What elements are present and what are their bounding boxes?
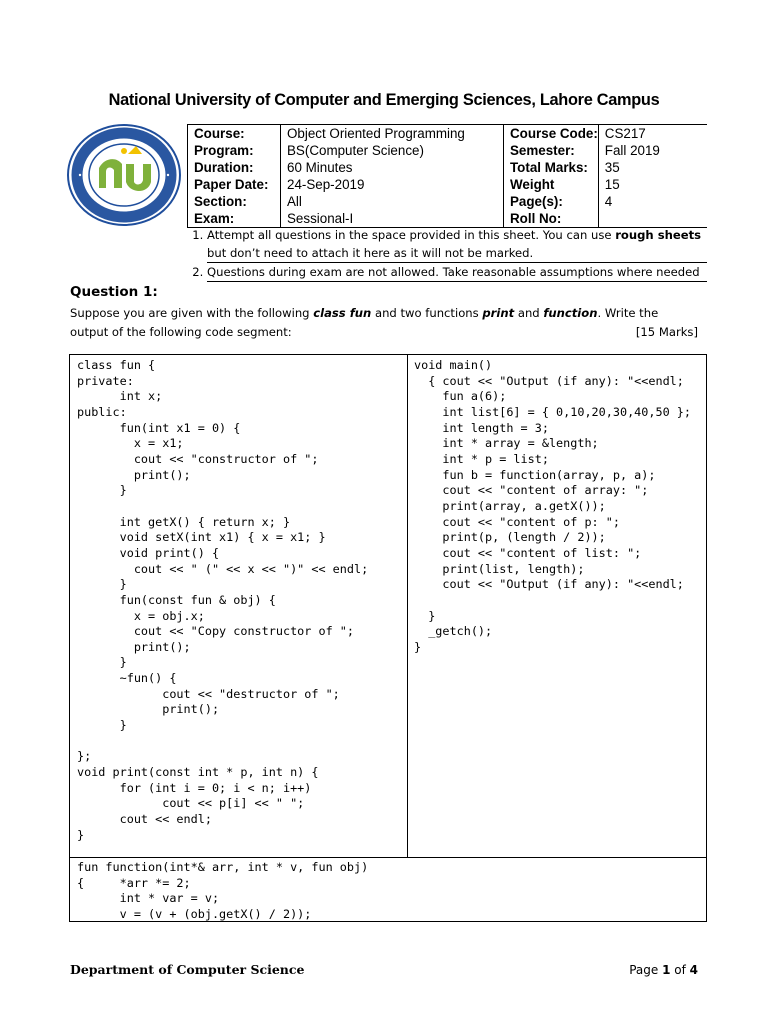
- instruction-item: 1. Attempt all questions in the space provided in this sheet. You can use rough sheets but don’t need to attach it here as it will not be marked.: [207, 226, 707, 263]
- university-logo: [66, 124, 182, 226]
- instruction-item: 2. Questions during exam are not allowed. Take reasonable assumptions where needed: [207, 263, 707, 282]
- exam-label: Exam:: [188, 210, 281, 228]
- instructions: [187, 226, 707, 282]
- column-divider: [407, 355, 408, 857]
- paper-date-label: Paper Date:: [188, 176, 281, 193]
- class-fun-code: class fun { private: int x; public: fun(int x1 = 0) { x = x1; cout << "constructor of "; print(); } int getX() { return x; } void setX(int x1) { x = x1; } void print() { cout << " (" << x << ")" << endl; } fun(const fun & obj) { x = obj.x; cout << "Copy constructor of "; print(); } ~fun() { cout << "destructor of "; print(); } }; void print(const int * p, int n) { for (int i = 0; i < n; i++) cout << p[i] << " "; cout << endl; }: [77, 358, 369, 842]
- program-label: Program:: [188, 142, 281, 159]
- question-title: Question 1:: [70, 284, 158, 300]
- page-number: Page 1 of 4: [629, 963, 698, 977]
- department-footer: Department of Computer Science: [70, 962, 305, 977]
- university-title: National University of Computer and Emerging Sciences, Lahore Campus: [108, 90, 660, 109]
- total-marks-value: 35: [598, 159, 707, 176]
- function-definition-code: fun function(int*& arr, int * v, fun obj) { *arr *= 2; int * var = v; v = (v + (obj.getX() / 2));: [77, 860, 369, 921]
- section-value: All: [281, 193, 504, 210]
- weight-value: 15: [598, 176, 707, 193]
- duration-value: 60 Minutes: [281, 159, 504, 176]
- row-divider: [70, 857, 706, 858]
- question-text: Suppose you are given with the following class fun and two functions print and function. Write the output of the following code segment: [15 Marks]: [70, 304, 698, 342]
- pages-value: 4: [598, 193, 707, 210]
- course-value: Object Oriented Programming: [281, 125, 504, 143]
- roll-no-field[interactable]: [598, 210, 707, 228]
- exam-info-table: [187, 124, 707, 228]
- semester-label: Semester:: [504, 142, 599, 159]
- exam-value: Sessional-I: [281, 210, 504, 228]
- total-marks-label: Total Marks:: [504, 159, 599, 176]
- semester-value: Fall 2019: [598, 142, 707, 159]
- weight-label: Weight: [504, 176, 599, 193]
- duration-label: Duration:: [188, 159, 281, 176]
- question-marks: [15 Marks]: [635, 325, 698, 339]
- program-value: BS(Computer Science): [281, 142, 504, 159]
- roll-no-label: Roll No:: [504, 210, 599, 228]
- paper-date-value: 24-Sep-2019: [281, 176, 504, 193]
- code-box: [69, 354, 707, 922]
- pages-label: Page(s):: [504, 193, 599, 210]
- main-function-code: void main() { cout << "Output (if any): "<<endl; fun a(6); int list[6] = { 0,10,20,30,40,50 }; int length = 3; int * array = &length; int * p = list; fun b = function(array, p, a); cout << "content of array: "; print(array, a.getX()); cout << "content of p: "; print(p, (length / 2)); cout << "content of list: "; print(list, length); cout << "Output (if any): "<<endl; } _getch(); }: [414, 358, 691, 654]
- course-code-value: CS217: [598, 125, 707, 143]
- section-label: Section:: [188, 193, 281, 210]
- course-label: Course:: [188, 125, 281, 143]
- course-code-label: Course Code:: [504, 125, 599, 143]
